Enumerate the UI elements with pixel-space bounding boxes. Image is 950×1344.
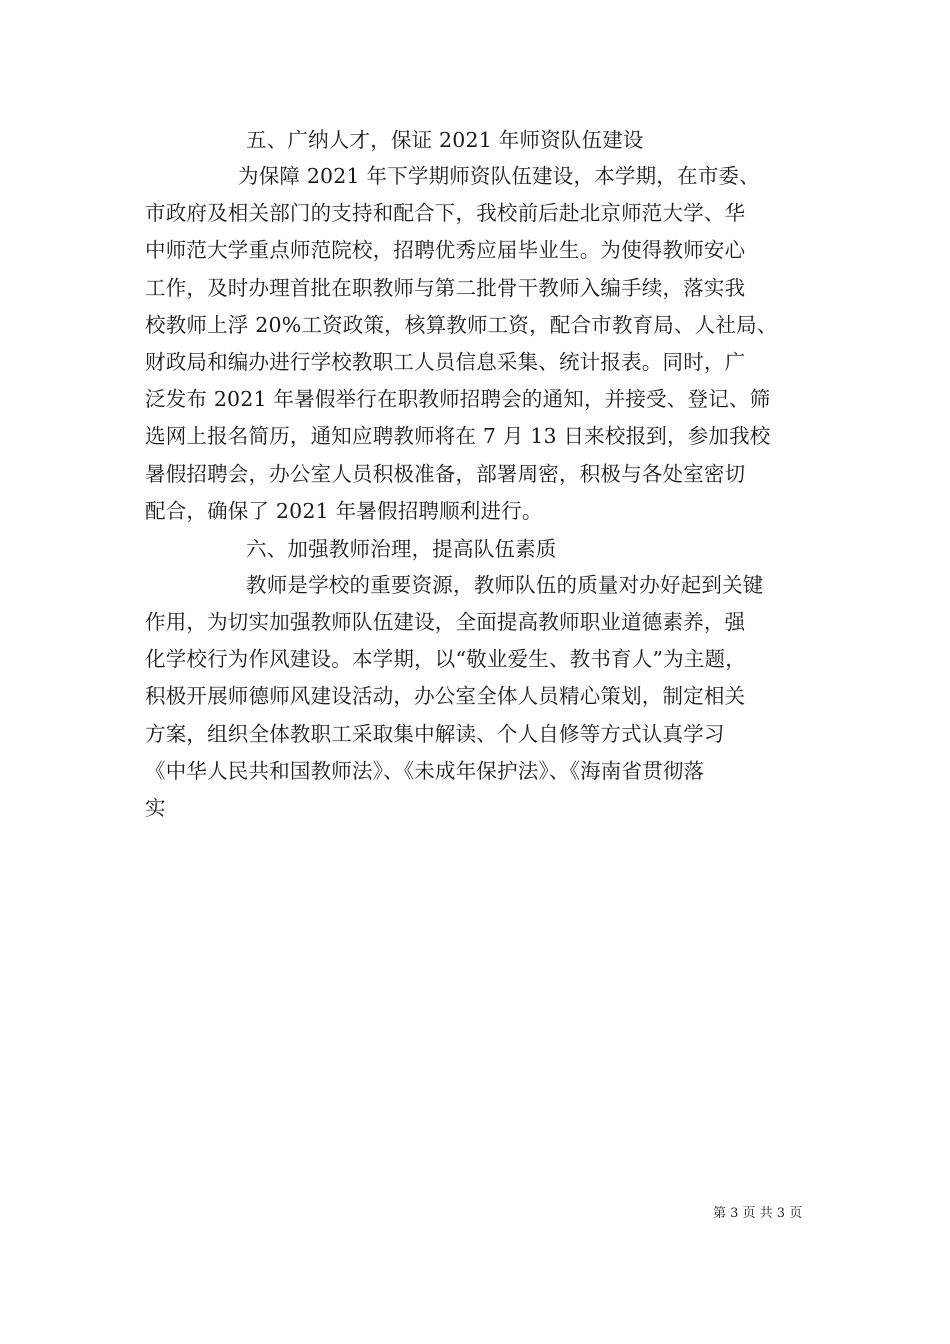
section-6-line: 实	[145, 796, 166, 820]
section-6-heading: 六、加强教师治理，提高队伍素质	[246, 537, 557, 561]
section-5-line: 市政府及相关部门的支持和配合下，我校前后赴北京师范大学、华	[145, 201, 746, 225]
page-number-footer: 第 3 页 共 3 页	[713, 1206, 803, 1221]
section-5-line: 工作，及时办理首批在职教师与第二批骨干教师入编手续，落实我	[145, 276, 746, 300]
section-5-heading: 五、广纳人才，保证 2021 年师资队伍建设	[246, 128, 644, 152]
section-5-line: 为保障 2021 年下学期师资队伍建设，本学期，在市委、	[238, 164, 760, 188]
section-5-line: 校教师上浮 20%工资政策，核算教师工资，配合市教育局、人社局、	[145, 313, 778, 337]
section-6-line: 方案，组织全体教职工采取集中解读、个人自修等方式认真学习	[145, 722, 725, 746]
section-6-line: 作用，为切实加强教师队伍建设，全面提高教师职业道德素养，强	[145, 610, 746, 634]
section-5-line: 暑假招聘会，办公室人员积极准备，部署周密，积极与各处室密切	[145, 462, 746, 486]
section-6-line: 《中华人民共和国教师法》、《未成年保护法》、《海南省贯彻落	[145, 759, 705, 783]
section-5-line: 中师范大学重点师范院校，招聘优秀应届毕业生。为使得教师安心	[145, 238, 746, 262]
section-5-line: 配合，确保了 2021 年暑假招聘顺利进行。	[145, 499, 543, 523]
section-5-line: 泛发布 2021 年暑假举行在职教师招聘会的通知，并接受、登记、筛	[145, 387, 771, 411]
section-5-line: 选网上报名简历，通知应聘教师将在 7 月 13 日来校报到，参加我校	[145, 424, 771, 448]
section-6-line: 积极开展师德师风建设活动，办公室全体人员精心策划，制定相关	[145, 684, 746, 708]
section-6-line: 教师是学校的重要资源，教师队伍的质量对办好起到关键	[246, 573, 764, 597]
section-6-line: 化学校行为作风建设。本学期，以“敬业爱生、教书育人”为主题，	[145, 647, 746, 671]
section-5-line: 财政局和编办进行学校教职工人员信息采集、统计报表。同时，广	[145, 350, 746, 374]
